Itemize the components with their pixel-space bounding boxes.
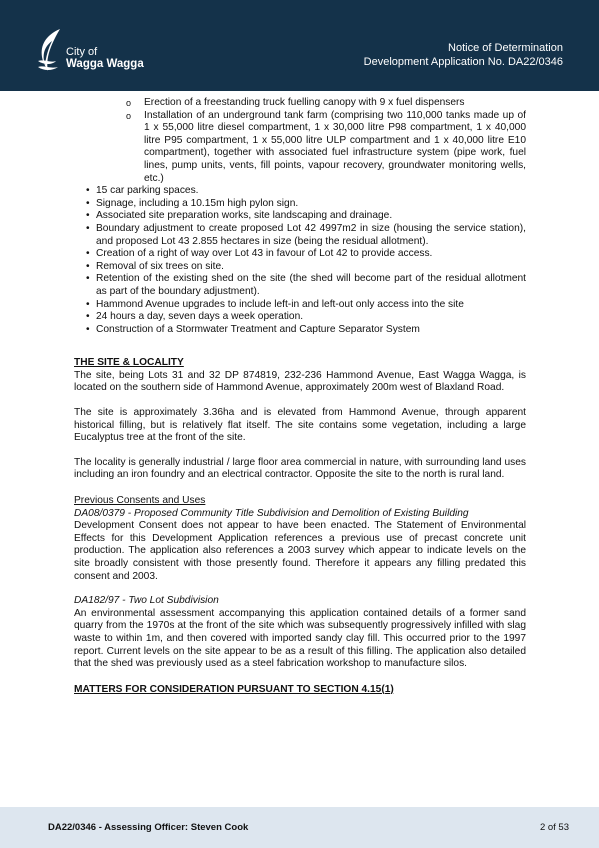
river-logo-icon [36,27,66,73]
bullet-item: • 24 hours a day, seven days a week operation. [78,311,526,324]
header-title-line-2: Development Application No. DA22/0346 [363,56,563,68]
consent-title: DA08/0379 - Proposed Community Title Subdivision and Demolition of Existing Building [74,507,469,519]
bullet-item: • Signage, including a 10.15m high pylon sign. [78,198,526,211]
consent-text: An environmental assessment accompanying this application contained details of a former sand quarry from the 1970s at the front of the site which was subsequently progressively infilled with slag waste to within 1m, and then covered with imported sandy clay fill. This occurred prior to the 1997 report. Current levels on the site appear to be as a result of this filling. The application also detailed that the shed was previously used as a steel fabrication workshop to manufacture silos. [74,607,526,670]
sub-bullet-list [74,97,526,185]
page-number: 2 of 53 [539,822,569,833]
bullet-item: • Associated site preparation works, site landscaping and drainage. [78,210,526,223]
bullet-item: • Hammond Avenue upgrades to include left-in and left-out only access into the site [78,299,526,312]
bullet-item: • Removal of six trees on site. [78,261,526,274]
page-footer [0,807,599,848]
bullet-item: • Boundary adjustment to create proposed Lot 42 4997m2 in size (housing the service station), and proposed Lot 43 2.855 hectares in size (being the residual allotment). [78,223,526,248]
logo-line-2: Wagga Wagga [66,58,144,70]
council-logo [36,27,146,75]
bullet-item: • Creation of a right of way over Lot 43 in favour of Lot 42 to provide access. [78,248,526,261]
previous-consents-heading: Previous Consents and Uses [74,495,206,507]
consent-title: DA182/97 - Two Lot Subdivision [74,595,219,607]
site-paragraph: The site, being Lots 31 and 32 DP 874819, 232-236 Hammond Avenue, East Wagga Wagga, is located on the southern side of Hammond Avenue, approximately 200m west of Blaxland Road. [74,369,526,394]
sub-bullet-item: o Installation of an underground tank farm (comprising two 110,000 tanks made up of 1 x 55,000 litre diesel compartment, 1 x 30,000 litre P98 compartment, 1 x 40,000 litre P95 compartment, 1 x 55,000 litre ULP compartment and 1 x 40,000 litre E10 compartment), together with associated fuel infrastructure system (pipe work, fuel lines, pump units, vents, fill points, vapour recovery, groundwater monitoring wells, etc.) [116,110,526,186]
bullet-list [74,185,526,336]
site-paragraph: The site is approximately 3.36ha and is elevated from Hammond Avenue, through apparent historical filling, but is relatively flat itself. The site contains some vegetation, including a large Eucalyptus tree at the front of the site. [74,407,526,444]
bullet-item: • Construction of a Stormwater Treatment and Capture Separator System [78,324,526,337]
footer-officer: DA22/0346 - Assessing Officer: Steven Cook [48,822,249,833]
header-title [364,41,563,69]
site-paragraph: The locality is generally industrial / large floor area commercial in nature, with surrounding land uses including an iron foundry and an electrical contractor. Opposite the site to the north is rural land. [74,456,526,481]
page-header [0,0,599,91]
site-locality-heading: THE SITE & LOCALITY [74,357,184,369]
consent-text: Development Consent does not appear to have been enacted. The Statement of Environmental Effects for this Development Application references a previous use of precast concrete unit production. The application also references a 2003 survey which appear to indicate levels on the site broadly consistent with those presently found. Therefore it appears any filling predated this consent and 2003. [74,520,526,582]
bullet-item: • Retention of the existing shed on the site (the shed will become part of the residual allotment as part of the boundary adjustment). [78,273,526,298]
header-title-line-1: Notice of Determination [448,42,563,54]
logo-line-1: City of [66,46,98,58]
bullet-item: • 15 car parking spaces. [78,185,526,198]
matters-heading: MATTERS FOR CONSIDERATION PURSUANT TO SECTION 4.15(1) [74,683,394,695]
document-body [74,97,526,696]
sub-bullet-item: o Erection of a freestanding truck fuelling canopy with 9 x fuel dispensers [116,97,526,110]
